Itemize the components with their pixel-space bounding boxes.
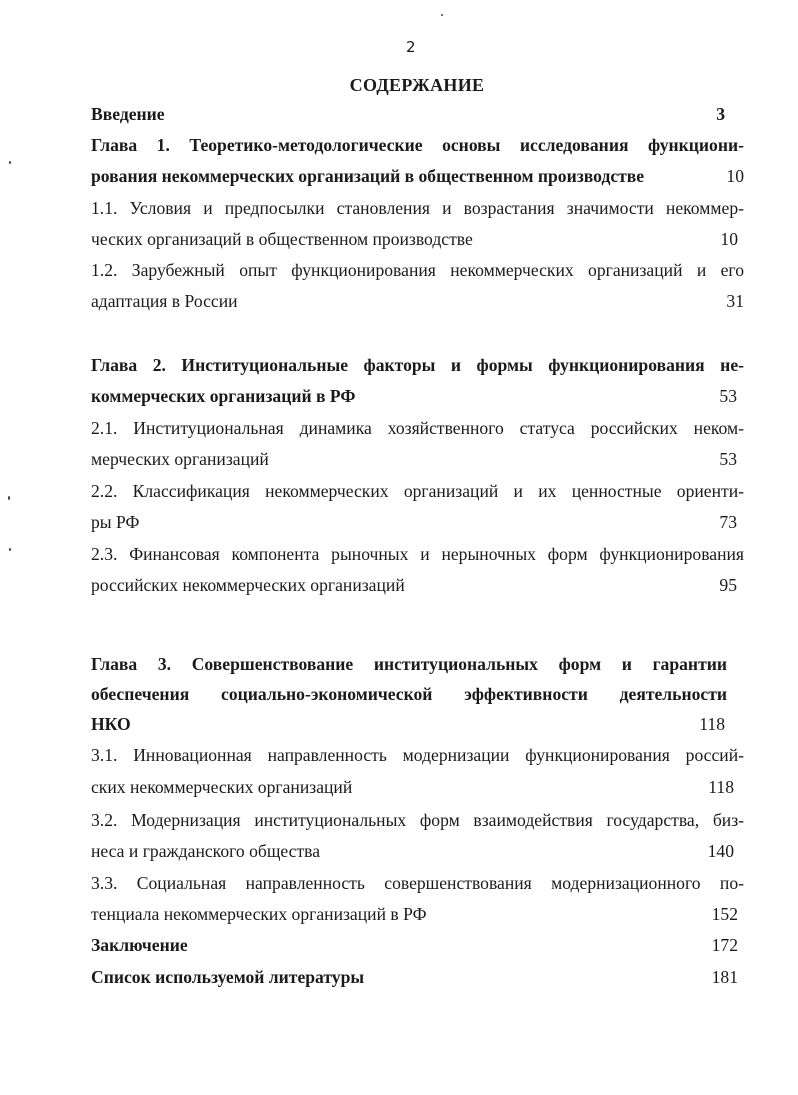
- toc-section-1-1-line-2: [91, 228, 738, 250]
- toc-chapter-2-page: 53: [719, 386, 737, 406]
- toc-chapter-1-line-2: [91, 165, 744, 187]
- toc-section-3-3-page: 152: [711, 904, 738, 924]
- toc-chapter-3-line-3: [91, 713, 725, 735]
- toc-chapter-2-line-1: Глава 2. Институциональные факторы и формы функционирования не-: [91, 355, 744, 375]
- toc-section-2-2-line-2: [91, 511, 737, 533]
- toc-section-2-2-page: 73: [719, 512, 737, 532]
- toc-section-3-3-line-1: 3.3. Социальная направленность совершенствования модернизационного по-: [91, 873, 744, 893]
- toc-section-3-1-line-2-text: ских некоммерческих организаций: [91, 777, 353, 797]
- toc-section-3-3-line-2-text: тенциала некоммерческих организаций в РФ: [91, 904, 427, 924]
- toc-chapter-2-line-2: [91, 385, 737, 407]
- page-number: 2: [406, 38, 416, 56]
- toc-chapter-1-line-2-text: рования некоммерческих организаций в общественном производстве: [91, 166, 645, 186]
- toc-section-3-1-line-1: 3.1. Инновационная направленность модернизации функционирования россий-: [91, 745, 744, 765]
- toc-intro-label: Введение: [91, 104, 165, 124]
- toc-section-1-2-page: 31: [726, 291, 744, 311]
- toc-section-1-1-line-2-text: ческих организаций в общественном производстве: [91, 229, 473, 249]
- toc-section-1-2-line-2-text: адаптация в России: [91, 291, 238, 311]
- toc-section-2-3-line-1: 2.3. Финансовая компонента рыночных и нерыночных форм функционирования: [91, 544, 744, 564]
- toc-references-page: 181: [711, 967, 738, 987]
- scan-speck: [9, 161, 11, 164]
- toc-section-2-2-line-2-text: ры РФ: [91, 512, 140, 532]
- toc-references-label: Список используемой литературы: [91, 967, 365, 987]
- toc-section-1-1-line-1: 1.1. Условия и предпосылки становления и возрастания значимости некоммер-: [91, 198, 744, 218]
- toc-section-3-3-line-2: [91, 903, 738, 925]
- toc-section-1-2-line-1: 1.2. Зарубежный опыт функционирования некоммерческих организаций и его: [91, 260, 744, 280]
- toc-conclusion[interactable]: [91, 934, 738, 956]
- page-title: СОДЕРЖАНИЕ: [349, 75, 485, 95]
- scan-speck: [9, 548, 11, 551]
- toc-section-2-3-line-2: [91, 574, 737, 596]
- toc-section-2-1-line-2: [91, 448, 737, 470]
- toc-chapter-3-line-3-text: НКО: [91, 714, 131, 734]
- toc-section-3-2-line-2: [91, 840, 734, 862]
- toc-chapter-3-page: 118: [699, 714, 725, 734]
- toc-section-2-1-page: 53: [719, 449, 737, 469]
- toc-conclusion-label: Заключение: [91, 935, 188, 955]
- toc-references[interactable]: [91, 966, 738, 988]
- toc-chapter-3-line-2: обеспечения социально-экономической эффективности деятельности: [91, 684, 727, 704]
- toc-section-2-3-page: 95: [719, 575, 737, 595]
- toc-chapter-2-line-2-text: коммерческих организаций в РФ: [91, 386, 356, 406]
- toc-section-2-2-line-1: 2.2. Классификация некоммерческих организаций и их ценностные ориенти-: [91, 481, 744, 501]
- toc-section-3-1-line-2: [91, 776, 734, 798]
- toc-section-3-2-page: 140: [707, 841, 734, 861]
- toc-chapter-3-line-1: Глава 3. Совершенствование институциональных форм и гарантии: [91, 654, 727, 674]
- toc-intro-page: 3: [716, 104, 725, 124]
- toc-chapter-1-line-1: Глава 1. Теоретико-методологические основы исследования функциони-: [91, 135, 744, 155]
- toc-section-2-1-line-2-text: мерческих организаций: [91, 449, 269, 469]
- scan-speck: [8, 496, 10, 500]
- toc-section-3-1-page: 118: [708, 777, 734, 797]
- toc-intro[interactable]: [91, 103, 725, 125]
- toc-section-2-1-line-1: 2.1. Институциональная динамика хозяйственного статуса российских неком-: [91, 418, 744, 438]
- toc-section-3-2-line-2-text: неса и гражданского общества: [91, 841, 321, 861]
- toc-section-1-2-line-2: [91, 290, 744, 312]
- scan-speck: [441, 14, 443, 16]
- toc-chapter-1-page: 10: [726, 166, 744, 186]
- toc-section-2-3-line-2-text: российских некоммерческих организаций: [91, 575, 405, 595]
- toc-section-1-1-page: 10: [720, 229, 738, 249]
- toc-conclusion-page: 172: [711, 935, 738, 955]
- toc-section-3-2-line-1: 3.2. Модернизация институциональных форм взаимодействия государства, биз-: [91, 810, 744, 830]
